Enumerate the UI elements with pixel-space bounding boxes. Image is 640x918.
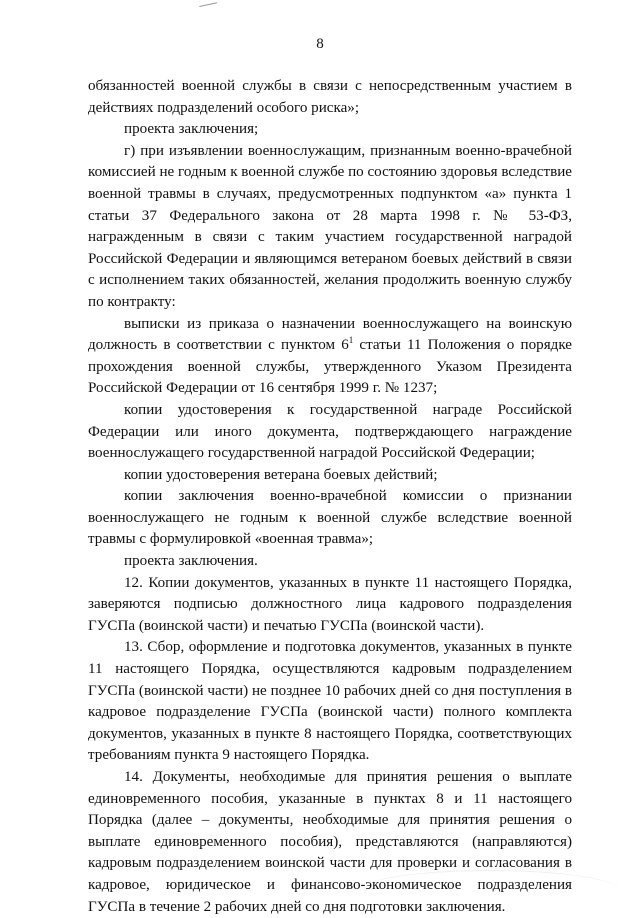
clause-13: 13. Сбор, оформление и подготовка документов, указанных в пункте 11 настоящего Порядка, осуществляются кадровым подразделением ГУСПа (воинской части) не позднее 10 рабочих дней со дня поступления в кадровое подразделение ГУСПа (воинской части) полного комплекта документов, указанных в пункте 8 настоящего Порядка, соответствующих требованиям пункта 9 настоящего Порядка. [88,639,572,764]
superscript-marker: 1 [348,335,354,346]
order-extract-text-before: выписки из приказа о назначении военнослужащего на воинскую должность в соответствии с пунктом 6 [88,315,572,354]
list-item-draft-conclusion: проекта заключения; [124,121,259,138]
clause-14: 14. Документы, необходимые для принятия решения о выплате единовременного пособия, указанные в пунктах 8 и 11 настоящего Порядка (далее – документы, необходимые для принятия решения о выплате единовременного пособия), представляются (направляются) кадровым подразделением воинской части для проверки и согласования в кадровое, юридическое и финансово-экономическое подразделения ГУСПа в течение 2 рабочих дней со дня подготовки заключения. [88,769,572,915]
list-item-draft-conclusion-final: проекта заключения. [124,553,258,570]
subclause-g: г) при изъявлении военнослужащим, признанным военно-врачебной комиссией не годным к военной службе по состоянию здоровья вследствие военной травмы в случаях, предусмотренных подпунктом «а» пункта 1 статьи 37 Федерального закона от 28 марта 1998 г. № 53-ФЗ, награжденным в связи с таким участием государственной наградой Российской Федерации и являющимся ветераном боевых действий в связи с исполнением таких обязанностей, желания продолжить военную службу по контракту: [88,142,572,310]
list-item-award-certificate: копии удостоверения к государственной награде Российской Федерации или иного документа, подтверждающего награждение военнослужащего государственной наградой Российской Федерации; [88,401,572,462]
document-body [88,76,572,918]
scan-mark [199,2,218,15]
clause-12: 12. Копии документов, указанных в пункте 11 настоящего Порядка, заверяются подписью должностного лица кадрового подразделения ГУСПа (воинской части) и печатью ГУСПа (воинской части). [88,574,572,634]
paragraph-continuation: обязанностей военной службы в связи с непосредственным участием в действиях подразделений особого риска»; [88,78,572,116]
faint-stamp-imprint [360,870,620,911]
list-item-order-extract [88,314,572,400]
list-item-medical-commission: копии заключения военно-врачебной комиссии о признании военнослужащего не годным к военной службе вследствие военной травмы с формулировкой «военная травма»; [88,488,572,548]
order-extract-text-after: статьи 11 Положения о порядке прохождения военной службы, утвержденного Указом Президента Российской Федерации от 16 сентября 1999 г. № 1237; [88,337,572,397]
list-item-veteran-certificate: копии удостоверения ветерана боевых действий; [124,466,438,483]
page-number: 8 [316,36,324,52]
